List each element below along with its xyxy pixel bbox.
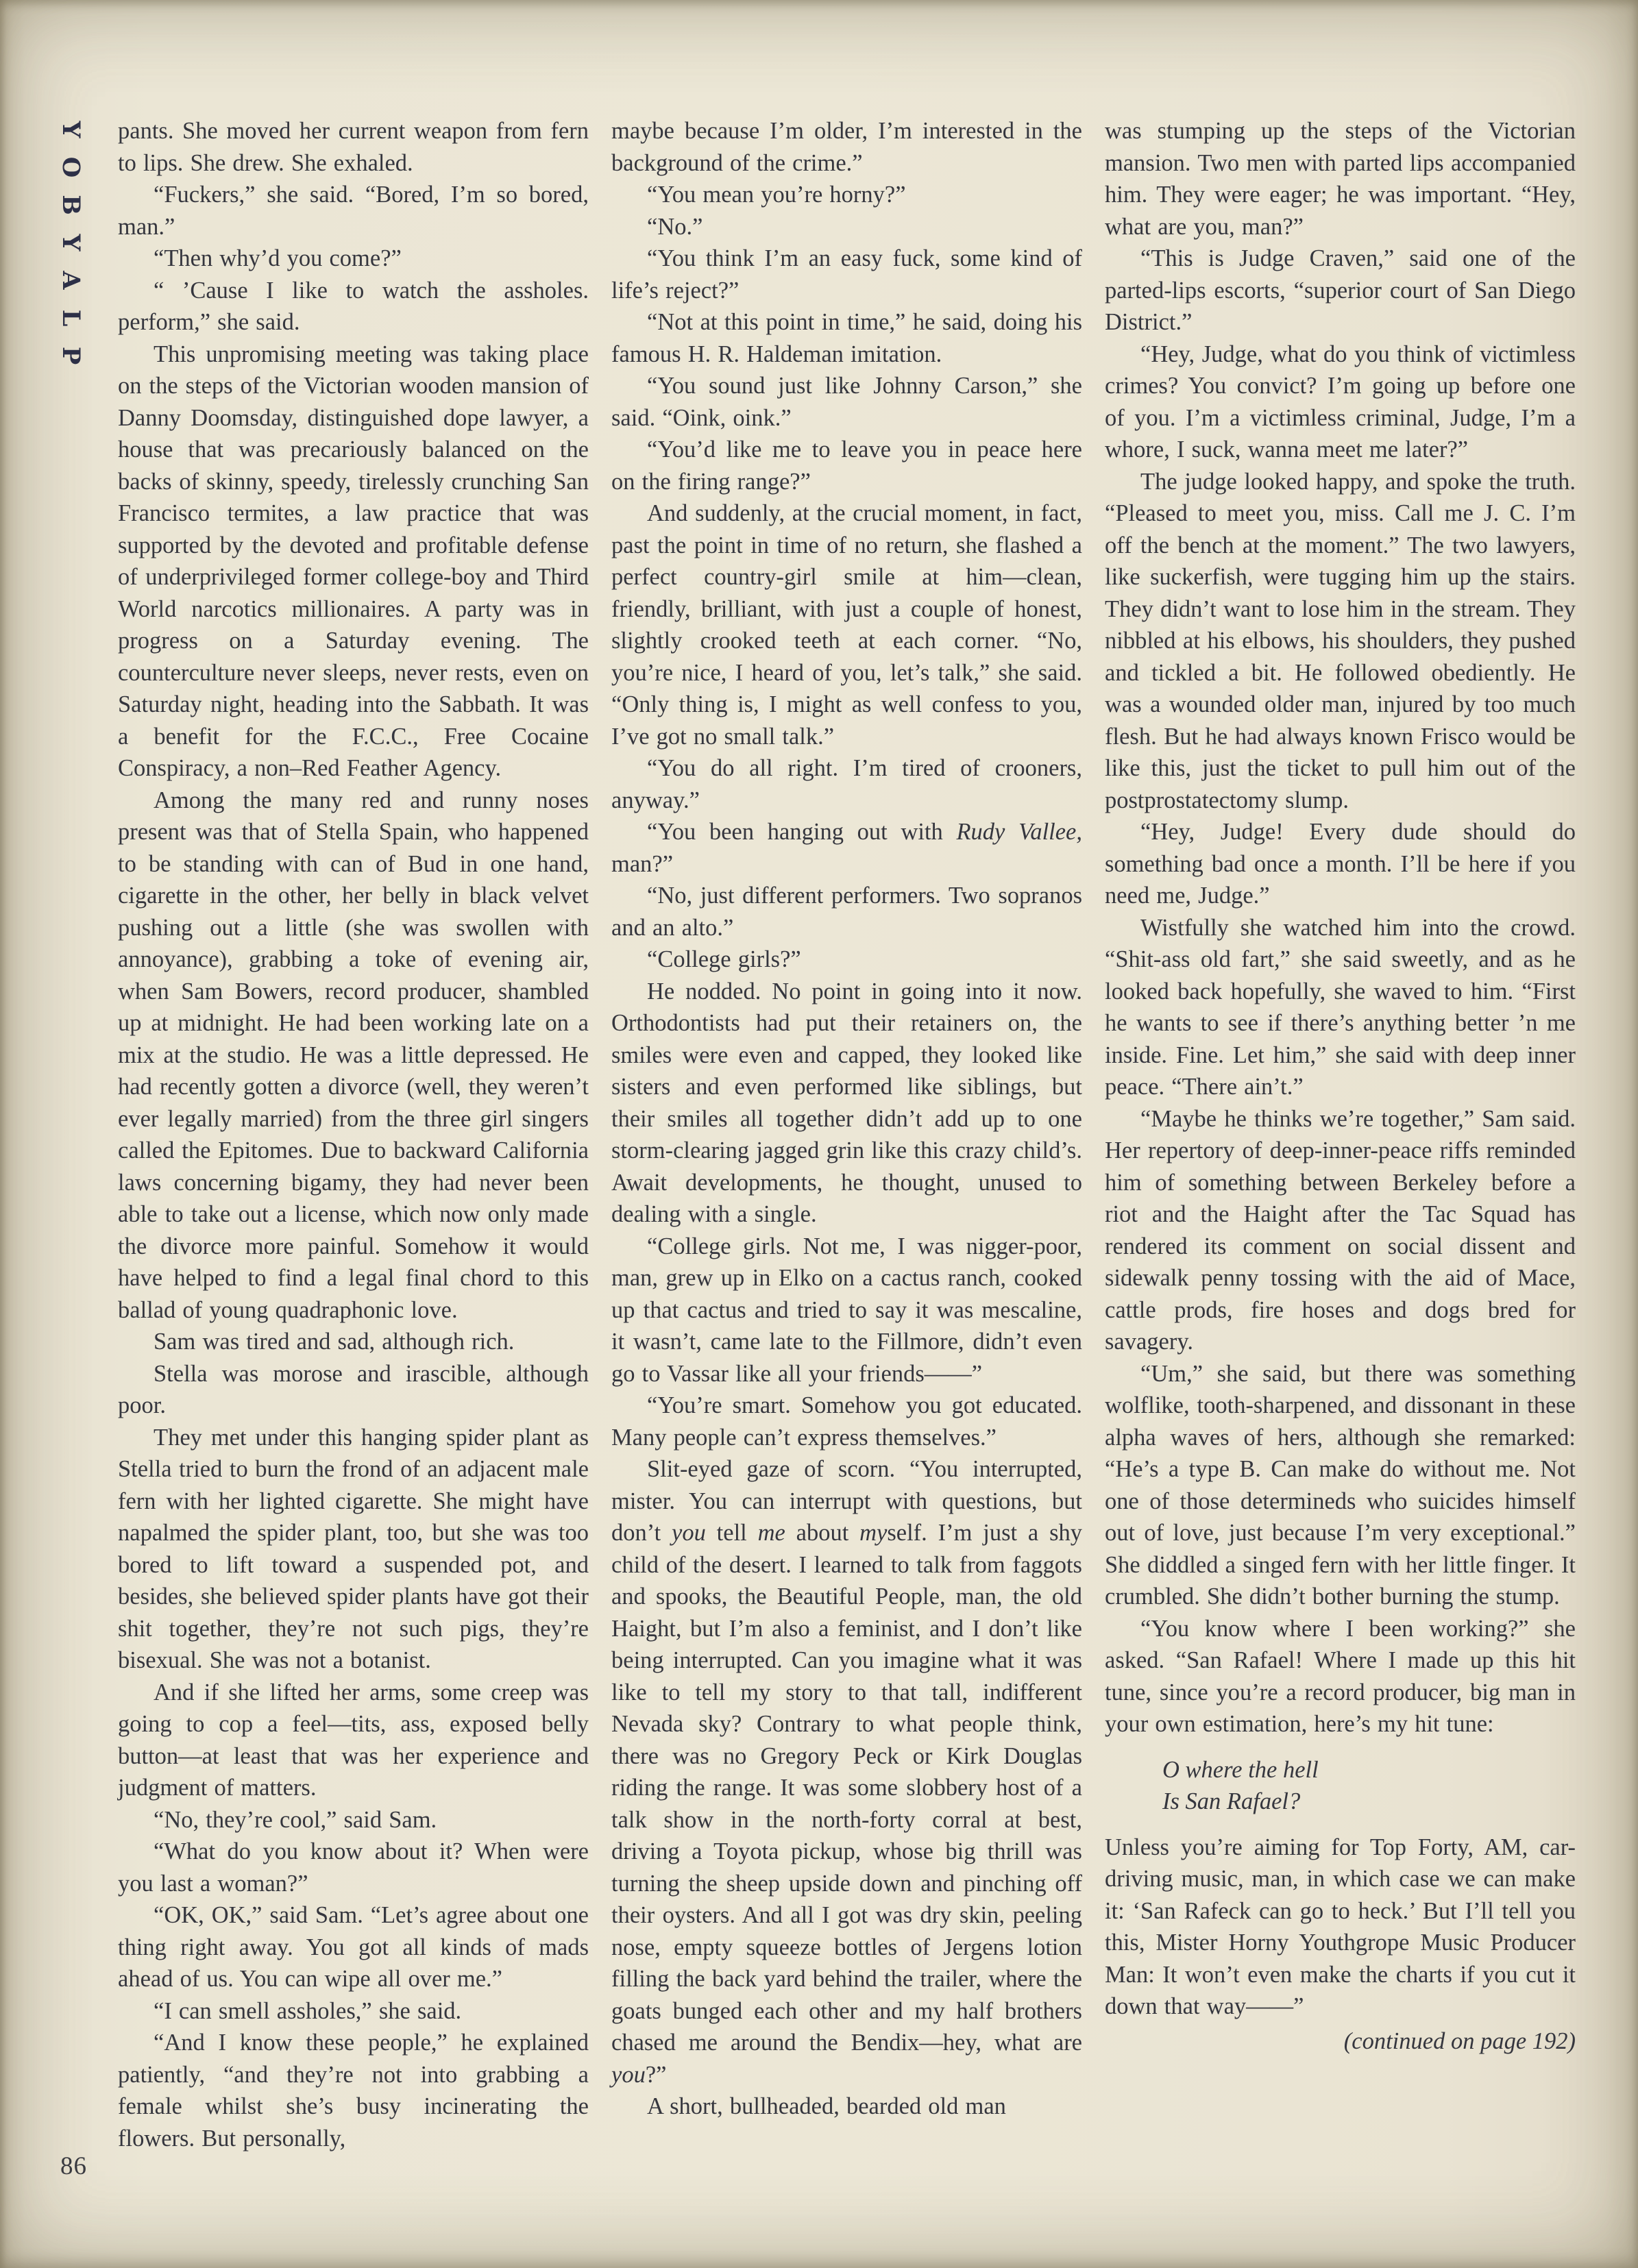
paragraph: “No, just different performers. Two sopranos and an alto.” (611, 883, 1082, 941)
paragraph: Stella was morose and irascible, although poor. (118, 1360, 589, 1418)
hit-tune-verse: O where the hell Is San Rafael? (1162, 1756, 1319, 1814)
playboy-spine-text (58, 118, 84, 367)
spine-letter: L (57, 309, 85, 327)
paragraph: Sam was tired and sad, although rich. (154, 1329, 515, 1355)
paragraph: “You mean you’re horny?” (647, 182, 906, 208)
paragraph: “College girls?” (647, 946, 801, 972)
spine-letter: Y (57, 234, 85, 251)
paragraph: The judge looked happy, and spoke the truth. “Pleased to meet you, miss. Call me J. C. I’m off the bench at the moment.” The two lawyers, like suckerfish, were tugging him up the stairs. They didn’t want to lose him in the stream. They nibbled at his elbows, his shoulders, they pushed and tickled a bit. He followed obediently. He was a wounded older man, injured by too much flesh. But he had always known Frisco would be like this, just the ticket to pull him out of the postprostatectomy slump. (1105, 468, 1576, 813)
spine-letter: P (57, 346, 85, 365)
paragraph: “Not at this point in time,” he said, doing his famous H. R. Haldeman imitation. (611, 309, 1082, 367)
paragraph: “Then why’d you come?” (154, 245, 402, 271)
paragraph: “No, they’re cool,” said Sam. (154, 1806, 437, 1833)
paragraph: A short, bullheaded, bearded old man (647, 2093, 1006, 2119)
text-column-2 (611, 115, 1082, 2154)
paragraph: And if she lifted her arms, some creep was going to cop a feel—tits, ass, exposed belly button—at least that was her experience and judgment of matters. (118, 1679, 589, 1801)
paragraph: “This is Judge Craven,” said one of the parted-lips escorts, “superior court of San Diego District.” (1105, 245, 1576, 335)
paragraph: “ ’Cause I like to watch the assholes. perform,” she said. (118, 277, 589, 335)
article-text (118, 115, 1576, 2154)
paragraph: “Maybe he thinks we’re together,” Sam said. Her repertory of deep-inner-peace riffs reminded him of something between Berkeley before a riot and the Haight after the Tac Squad has rendered its comment on social dissent and sidewalk penny tossing with the aid of Mace, cattle prods, fire hoses and dogs bred for savagery. (1105, 1105, 1576, 1355)
paragraph: “I can smell assholes,” she said. (154, 1997, 462, 2024)
paragraph: “You think I’m an easy fuck, some kind of life’s reject?” (611, 245, 1082, 304)
paragraph: “Hey, Judge, what do you think of victimless crimes? You convict? I’m going up before one of you. I’m a victimless criminal, Judge, I’m a whore, I suck, wanna meet me later?” (1105, 341, 1576, 463)
paragraph: He nodded. No point in going into it now. Orthodontists had put their retainers on, the smiles were even and capped, they looked like sisters and even performed like siblings, but their smiles all together didn’t add up to one storm-clearing jagged grin like this crazy child’s. Await developments, he thought, unused to dealing with a single. (611, 978, 1082, 1227)
paragraph: “Hey, Judge! Every dude should do something bad once a month. I’ll be here if you need me, Judge.” (1105, 819, 1576, 909)
paragraph: “Um,” she said, but there was something wolflike, tooth-sharpened, and dissonant in these alpha waves of hers, although she remarked: “He’s a type B. Can make do without me. Not one of those determineds who suicides himself out of love, just because I’m very exceptional.” She diddled a singed fern with her little finger. It crumbled. She didn’t bother burning the stump. (1105, 1360, 1576, 1610)
page-number: 86 (60, 2152, 87, 2180)
spine-letter: A (57, 271, 85, 290)
paragraph: “You’re smart. Somehow you got educated. Many people can’t express themselves.” (611, 1392, 1082, 1451)
paragraph: And suddenly, at the crucial moment, in fact, past the point in time of no return, she flashed a perfect country-girl smile at him—clean, friendly, brilliant, with just a couple of honest, slightly crooked teeth at each corner. “No, you’re nice, I heard of you, let’s talk,” she said. “Only thing is, I might as well confess to you, I’ve got no small talk.” (611, 500, 1082, 750)
paragraph: “No.” (647, 213, 703, 240)
paragraph: “What do you know about it? When were you last a woman?” (118, 1838, 589, 1897)
paragraph: maybe because I’m older, I’m interested in the background of the crime.” (611, 118, 1082, 176)
spine-letter: B (57, 195, 85, 215)
paragraph: “You do all right. I’m tired of crooners, anyway.” (611, 755, 1082, 813)
spine-letter: Y (57, 121, 85, 138)
paragraph: “Fuckers,” she said. “Bored, I’m so bored, man.” (118, 182, 589, 240)
spine-letter: O (57, 156, 85, 178)
paragraph: Among the many red and runny noses present was that of Stella Spain, who happened to be standing with can of Bud in one hand, cigarette in the other, her belly in black velvet pushing out a little (she was swollen with annoyance), grabbing a toke of evening air, when Sam Bowers, record producer, shambled up at midnight. He had been working late on a mix at the studio. He was a little depressed. He had recently gotten a divorce (well, they weren’t ever legally married) from the three girl singers called the Epitomes. Due to backward California laws concerning bigamy, they had never been able to take out a license, which now only made the divorce more painful. Somehow it would have helped to find a legal final chord to this ballad of young quadraphonic love. (118, 787, 589, 1323)
paragraph: “You sound just like Johnny Carson,” she said. “Oink, oink.” (611, 373, 1082, 431)
paragraph: “OK, OK,” said Sam. “Let’s agree about one thing right away. You got all kinds of mads ahead of us. You can wipe all over me.” (118, 1902, 589, 1992)
paragraph: pants. She moved her current weapon from fern to lips. She drew. She exhaled. (118, 118, 589, 176)
paragraph: “You been hanging out with Rudy Vallee, man?” (611, 819, 1082, 877)
paragraph: Unless you’re aiming for Top Forty, AM, car-driving music, man, in which case we can make it: ‘San Rafeck can go to heck.’ But I’ll tell you this, Mister Horny Youthgrope Music Producer Man: It won’t even make the charts if you cut it down that way——” (1105, 1834, 1576, 2019)
paragraph: “You’d like me to leave you in peace here on the firing range?” (611, 436, 1082, 495)
text-column-3 (1105, 115, 1576, 2154)
paragraph: “You know where I been working?” she asked. “San Rafael! Where I made up this hit tune, since you’re a record producer, big man in your own estimation, here’s my hit tune: (1105, 1615, 1576, 1737)
paragraph: Slit-eyed gaze of scorn. “You interrupted, mister. You can interrupt with questions, but don’t you tell me about myself. I’m just a shy child of the desert. I learned to talk from faggots and spooks, the Beautiful People, man, the old Haight, but I’m also a feminist, and I don’t like being interrupted. Can you imagine what it was like to tell my story to that tall, indifferent Nevada sky? Contrary to what people think, there was no Gregory Peck or Kirk Douglas riding the range. It was some slobbery host of a talk show in the north-forty corral at best, driving a Toyota pickup, whose big thrill was turning the sheep upside down and pinching off their oysters. And all I got was dry skin, peeling nose, empty squeeze bottles of Jergens lotion filling the back yard behind the trailer, where the goats bunged each other and my half brothers chased me around the Bendix—hey, what are you?” (611, 1456, 1082, 2088)
paragraph: They met under this hanging spider plant as Stella tried to burn the frond of an adjacent male fern with her lighted cigarette. She might have napalmed the spider plant, too, but she was too bored to lift toward a suspended pot, and besides, she believed spider plants have got their shit together, they’re not such pigs, they’re bisexual. She was not a botanist. (118, 1424, 589, 1673)
continued-notice: (continued on page 192) (1343, 2027, 1576, 2054)
paragraph: This unpromising meeting was taking place on the steps of the Victorian wooden mansion of Danny Doomsday, distinguished dope lawyer, a house that was precariously balanced on the backs of skinny, speedy, tirelessly crunching San Francisco termites, a law practice that was supported by the devoted and profitable defense of underprivileged former college-boy and Third World narcotics millionaires. A party was in progress on a Saturday evening. The counterculture never sleeps, never rests, even on Saturday night, heading into the Sabbath. It was a benefit for the F.C.C., Free Cocaine Conspiracy, a non–Red Feather Agency. (118, 341, 589, 781)
paragraph: “And I know these people,” he explained patiently, “and they’re not into grabbing a female whilst she’s busy incinerating the flowers. But personally, (118, 2030, 589, 2152)
paragraph: “College girls. Not me, I was nigger-poor, man, grew up in Elko on a cactus ranch, cooked up that cactus and tried to say it was mescaline, it wasn’t, came late to the Fillmore, didn’t even go to Vassar like all your friends——” (611, 1233, 1082, 1387)
paragraph: Wistfully she watched him into the crowd. “Shit-ass old fart,” she said sweetly, and as he looked back hopefully, she waved to him. “First he wants to see if there’s anything better ’n me inside. Fine. Let him,” she said with deep inner peace. “There ain’t.” (1105, 914, 1576, 1100)
text-column-1 (118, 115, 589, 2154)
paragraph: was stumping up the steps of the Victorian mansion. Two men with parted lips accompanied him. They were eager; he was important. “Hey, what are you, man?” (1105, 118, 1576, 240)
